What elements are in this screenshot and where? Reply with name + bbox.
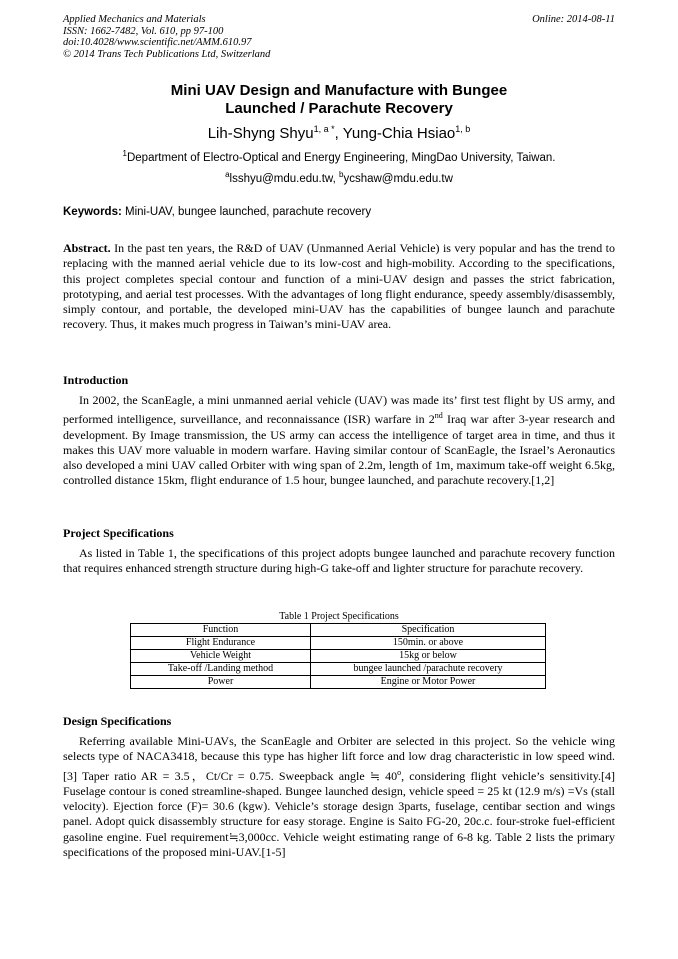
table-row: [131, 637, 546, 650]
keywords: [63, 206, 615, 218]
affiliation-sup: 1: [122, 149, 127, 158]
introduction-heading: Introduction: [63, 373, 129, 387]
table-cell: 15kg or below: [311, 650, 546, 663]
paper-title: [0, 82, 678, 118]
keywords-text: Mini-UAV, bungee launched, parachute recovery: [125, 206, 372, 218]
table-header-row: [131, 624, 546, 637]
journal-header: [63, 14, 615, 60]
design-text-a: Referring available Mini-UAVs, the ScanEagle and Orbiter are selected in this project. So the vehicle wing selects type of NACA3418, because this type has higher lift force and low drag characteristic in low speed wind.[3] Taper ratio AR = 3.5，Ct/Cr = 0.75. Sweepback angle ≒ 40: [63, 734, 615, 783]
project-specs-paragraph: As listed in Table 1, the specifications of this project adopts bungee launched and parachute recovery function that requires enhanced strength structure during high-G take-off and lighter structure for parachute recovery.: [63, 546, 615, 576]
table-row: [131, 676, 546, 689]
intro-sup: nd: [434, 411, 443, 421]
table-cell: Power: [131, 676, 311, 689]
table-cell: Engine or Motor Power: [311, 676, 546, 689]
table-caption: Table 1 Project Specifications: [279, 611, 399, 622]
author-separator: ,: [334, 125, 339, 142]
project-specs-heading: Project Specifications: [63, 526, 174, 540]
table-cell: 150min. or above: [311, 637, 546, 650]
keywords-label: Keywords:: [63, 206, 122, 218]
email-b-sup: b: [339, 170, 344, 179]
journal-name: Applied Mechanics and Materials: [63, 14, 206, 25]
design-text-b: , considering flight vehicle’s sensitivity.[4] Fuselage contour is coned streamline-shaped. Bungee launched design, vehicle speed = 25 kt (12.9 m/s) =Vs (stall velocity). Ejection force (F)= 30.6 (kgw). Vehicle’s storage design 3parts, fuselage, centibar section and wings panel. Adopt quick disassembly structure for easy storage. Engine is Saito FG-20, 20c.c. four-stroke fuel-efficient gasoline engine. Fuel requirement≒3,000cc. Vehicle weight estimating range of 6-8 kg. Table 2 lists the primary specifications of the proposed mini-UAV.[1-5]: [63, 768, 615, 860]
online-date: Online: 2014-08-11: [532, 14, 615, 25]
table-row: [131, 663, 546, 676]
design-specs-paragraph: [63, 734, 615, 860]
authors: [0, 124, 678, 142]
intro-text-a: In 2002, the ScanEagle, a mini unmanned aerial vehicle (UAV) was made its’ first test flight by US army, and performed intelligence, surveillance, and reconnaissance (ISR) warfare in 2: [63, 393, 615, 427]
email-a[interactable]: lsshyu@mdu.edu.tw,: [229, 173, 336, 185]
design-sup: o: [397, 767, 402, 777]
abstract: [63, 241, 615, 333]
author-1-sup: 1, a *: [313, 124, 335, 134]
table-cell: bungee launched /parachute recovery: [311, 663, 546, 676]
table-header-cell: Function: [131, 624, 311, 637]
abstract-text: In the past ten years, the R&D of UAV (Unmanned Aerial Vehicle) is very popular and has the trend to replacing with the manned aerial vehicle due to its low-cost and high-mobility. According to the specifications, this project completes special contour and function of a mini-UAV design and passes the strict fabrication, prototyping, and aerial test processes. With the advantages of long flight endurance, speedy assembly/disassembly, simply contour, and portable, the developed mini-UAV has the capabilities of bungee launch and parachute recovery. Thus, it makes much progress in Taiwan’s mini-UAV area.: [63, 241, 616, 332]
specifications-table: [130, 623, 546, 689]
emails: [0, 170, 678, 185]
table-row: [131, 650, 546, 663]
copyright: © 2014 Trans Tech Publications Ltd, Switzerland: [63, 48, 271, 60]
doi: doi:10.4028/www.scientific.net/AMM.610.97: [63, 37, 252, 48]
title-line-2: Launched / Parachute Recovery: [225, 100, 453, 117]
email-a-sup: a: [225, 170, 230, 179]
email-b[interactable]: ycshaw@mdu.edu.tw: [343, 173, 453, 185]
abstract-label: Abstract.: [63, 241, 111, 255]
table-cell: Flight Endurance: [131, 637, 311, 650]
design-specs-heading: Design Specifications: [63, 714, 172, 728]
affiliation: [0, 149, 678, 164]
table-cell: Vehicle Weight: [131, 650, 311, 663]
intro-text-b: Iraq war after 3-year research and development. By Image transmission, the US army can access the intelligence of target area in time, and thus it makes this UAV more valuable in modern warfare. Having similar contour of ScanEagle, the Israel’s Aeronautics also developed a mini UAV called Orbiter with wing span of 2.2m, length of 1m, maximum take-off weight 6.5kg, controlled distance 15km, flight endurance of 1.5 hour, bungee launched, and parachute recovery.[1,2]: [63, 412, 615, 488]
affiliation-text: Department of Electro-Optical and Energy Engineering, MingDao University, Taiwan.: [126, 152, 556, 164]
author-2: Yung-Chia Hsiao: [342, 125, 456, 142]
table-header-cell: Specification: [311, 624, 546, 637]
author-2-sup: 1, b: [455, 124, 471, 134]
title-line-1: Mini UAV Design and Manufacture with Bungee: [170, 82, 508, 99]
introduction-paragraph: [63, 393, 615, 489]
issn: ISSN: 1662-7482, Vol. 610, pp 97-100: [63, 25, 224, 37]
table-cell: Take-off /Landing method: [131, 663, 311, 676]
author-1: Lih-Shyng Shyu: [207, 125, 314, 142]
